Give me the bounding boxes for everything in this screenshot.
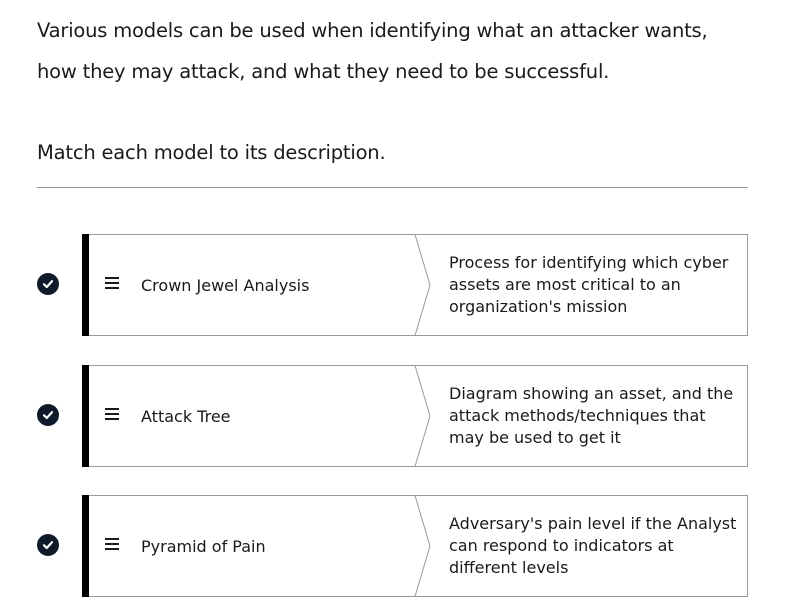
match-card [82,365,748,467]
description-label: Adversary's pain level if the Analyst can respond to indicators at different levels [449,514,737,577]
check-circle-icon [37,273,59,295]
model-label[interactable]: Pyramid of Pain [141,536,266,556]
divider [37,187,748,188]
drag-handle-icon[interactable] [105,536,119,554]
model-label[interactable]: Attack Tree [141,406,231,426]
match-card [82,495,748,597]
check-circle-icon [37,534,59,556]
model-label[interactable]: Crown Jewel Analysis [141,275,310,295]
question-prompt: Various models can be used when identifying what an attacker wants, how they may attack, and what they need to be successful. [37,19,708,83]
description-label: Process for identifying which cyber assets are most critical to an organization's mission [449,253,729,316]
card-accent-bar [82,495,89,597]
drag-handle-icon[interactable] [105,275,119,293]
question-instruction: Match each model to its description. [37,141,386,164]
card-accent-bar [82,234,89,336]
description-label: Diagram showing an asset, and the attack methods/techniques that may be used to get it [449,384,734,447]
card-accent-bar [82,365,89,467]
match-row [0,495,793,597]
match-row [0,365,793,467]
match-card [82,234,748,336]
check-circle-icon [37,404,59,426]
match-row [0,234,793,336]
drag-handle-icon[interactable] [105,406,119,424]
